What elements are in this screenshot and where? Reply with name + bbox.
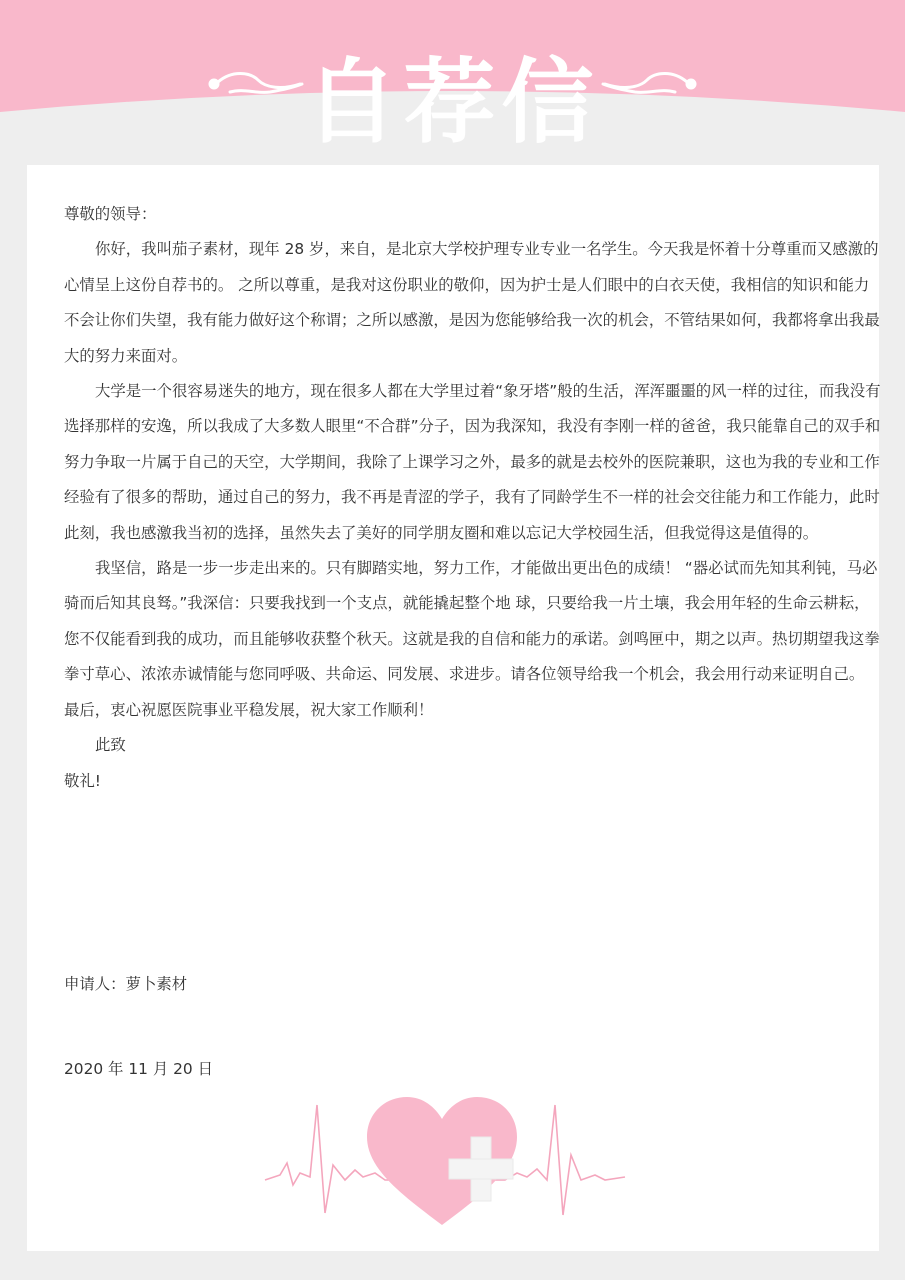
heart-medical-icon [255, 1085, 635, 1235]
signer: 申请人：萝卜素材 [64, 975, 188, 993]
paragraph-1: 你好，我叫茄子素材，现年 28 岁，来自，是北京大学校护理专业专业一名学生。今天我是怀着十分尊重而又感激的心情呈上这份自荐书的。 之所以尊重，是我对这份职业的敬仰，因为护士是人们眼中的白衣天使，我相信的知识和能力不会让你们失望，我有能力做好这个称谓；之所以感激，是因为您能够给我一次的机会，不管结果如何，我都将拿出我最大的努力来面对。 [64, 240, 880, 365]
letter-body [64, 197, 884, 799]
paragraph-3: 我坚信，路是一步一步走出来的。只有脚踏实地，努力工作，才能做出更出色的成绩！ “器必试而先知其利钝，马必骑而后知其良驽。”我深信：只要我找到一个支点，就能撬起整个地 球，只要给我一片土壤，我会用年轻的生命云耕耘，您不仅能看到我的成功，而且能够收获整个秋天。这就是我的自信和能力的承诺。剑鸣匣中，期之以声。热切期望我这拳拳寸草心、浓浓赤诚情能与您同呼吸、共命运、同发展、求进步。请各位领导给我一个机会，我会用行动来证明自己。 最后，衷心祝愿医院事业平稳发展，祝大家工作顺利！ [64, 559, 880, 719]
closing-ci-zhi: 此致 [95, 736, 126, 755]
letter-date: 2020 年 11 月 20 日 [64, 1060, 213, 1078]
page-title: 自荐信 [305, 49, 600, 156]
closing-jing-li: 敬礼! [64, 771, 101, 790]
paragraph-2: 大学是一个很容易迷失的地方，现在很多人都在大学里过着“象牙塔”般的生活，浑浑噩噩的风一样的过往，而我没有选择那样的安逸，所以我成了大多数人眼里“不合群”分子，因为我深知，我没有李刚一样的爸爸，我只能靠自己的双手和努力争取一片属于自己的天空，大学期间，我除了上课学习之外，最多的就是去校外的医院兼职，这也为我的专业和工作经验有了很多的帮助，通过自己的努力，我不再是青涩的学子，我有了同龄学生不一样的社会交往能力和工作能力，此时此刻，我也感激我当初的选择，虽然失去了美好的同学朋友圈和难以忘记大学校园生活，但我觉得这是值得的。 [64, 382, 881, 542]
salutation: 尊敬的领导： [64, 205, 157, 223]
